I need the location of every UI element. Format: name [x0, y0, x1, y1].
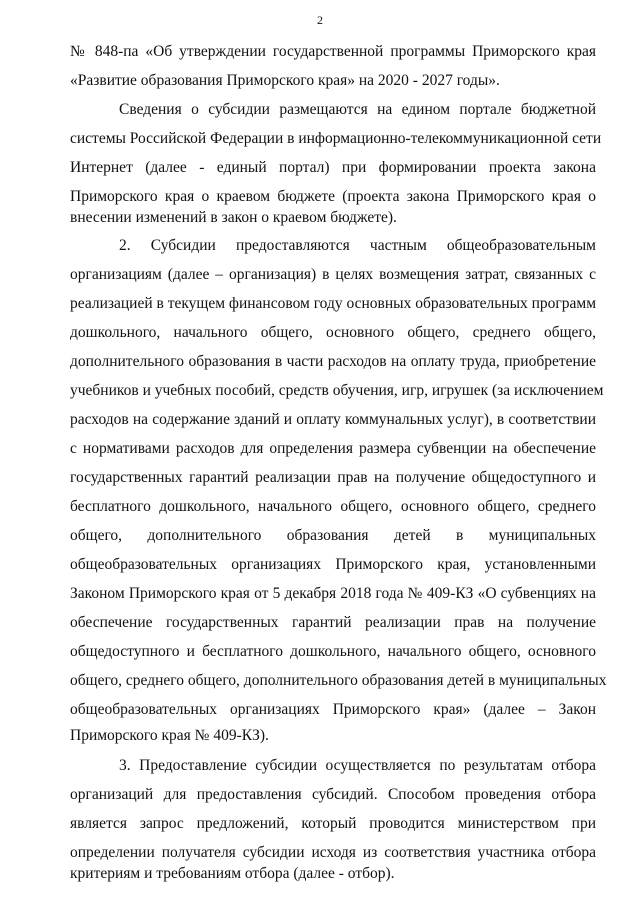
text-line: обеспечение государственных гарантий реализации прав на получение [70, 614, 596, 631]
text-line: Приморского края № 409-КЗ). [70, 727, 269, 744]
page-number: 2 [317, 13, 323, 27]
text-line: с нормативами расходов для определения размера субвенции на обеспечение [70, 440, 596, 457]
text-line: Интернет (далее - единый портал) при формировании проекта закона [70, 159, 596, 176]
text-line: «Развитие образования Приморского края» на 2020 - 2027 годы». [70, 72, 500, 89]
text-line: дополнительного образования в части расходов на оплату труда, приобретение [70, 353, 596, 370]
text-line: внесении изменений в закон о краевом бюджете). [70, 209, 397, 226]
paragraph-first-line: 2. Субсидии предоставляются частным общеобразовательным [119, 237, 596, 254]
text-line: учебников и учебных пособий, средств обучения, игр, игрушек (за исключением [70, 382, 604, 399]
text-line: Законом Приморского края от 5 декабря 2018 года № 409-КЗ «О субвенциях на [70, 585, 596, 602]
text-line: общеобразовательных организациях Приморского края, установленными [70, 556, 596, 573]
text-line: определении получателя субсидии исходя из соответствия участника отбора [70, 844, 596, 861]
text-line: организациям (далее – организация) в целях возмещения затрат, связанных с [70, 266, 596, 283]
text-line: бесплатного дошкольного, начального общего, основного общего, среднего [70, 498, 596, 515]
text-line: общего, дополнительного образования детей в муниципальных [70, 527, 596, 544]
text-line: государственных гарантий реализации прав на получение общедоступного и [70, 469, 596, 486]
text-line: общего, среднего общего, дополнительного образования детей в муниципальных [70, 672, 607, 689]
paragraph-first-line: 3. Предоставление субсидии осуществляется по результатам отбора [119, 757, 596, 774]
text-line: реализацией в текущем финансовом году основных образовательных программ [70, 295, 597, 312]
text-line: системы Российской Федерации в информационно-телекоммуникационной сети [70, 130, 602, 147]
paragraph-first-line: Сведения о субсидии размещаются на едином портале бюджетной [119, 101, 596, 118]
text-line: Приморского края о краевом бюджете (проекта закона Приморского края о [70, 188, 596, 205]
text-line: общедоступного и бесплатного дошкольного, начального общего, основного [70, 643, 596, 660]
text-line: общеобразовательных организациях Приморского края» (далее – Закон [70, 701, 596, 718]
text-line: критериям и требованиям отбора (далее - отбор). [70, 865, 395, 882]
text-line: расходов на содержание зданий и оплату коммунальных услуг), в соответствии [70, 411, 596, 428]
text-line: организаций для предоставления субсидий. Способом проведения отбора [70, 786, 596, 803]
text-line: является запрос предложений, который проводится министерством при [70, 815, 596, 832]
text-line: № 848-па «Об утверждении государственной программы Приморского края [70, 43, 596, 60]
text-line: дошкольного, начального общего, основного общего, среднего общего, [70, 324, 596, 341]
